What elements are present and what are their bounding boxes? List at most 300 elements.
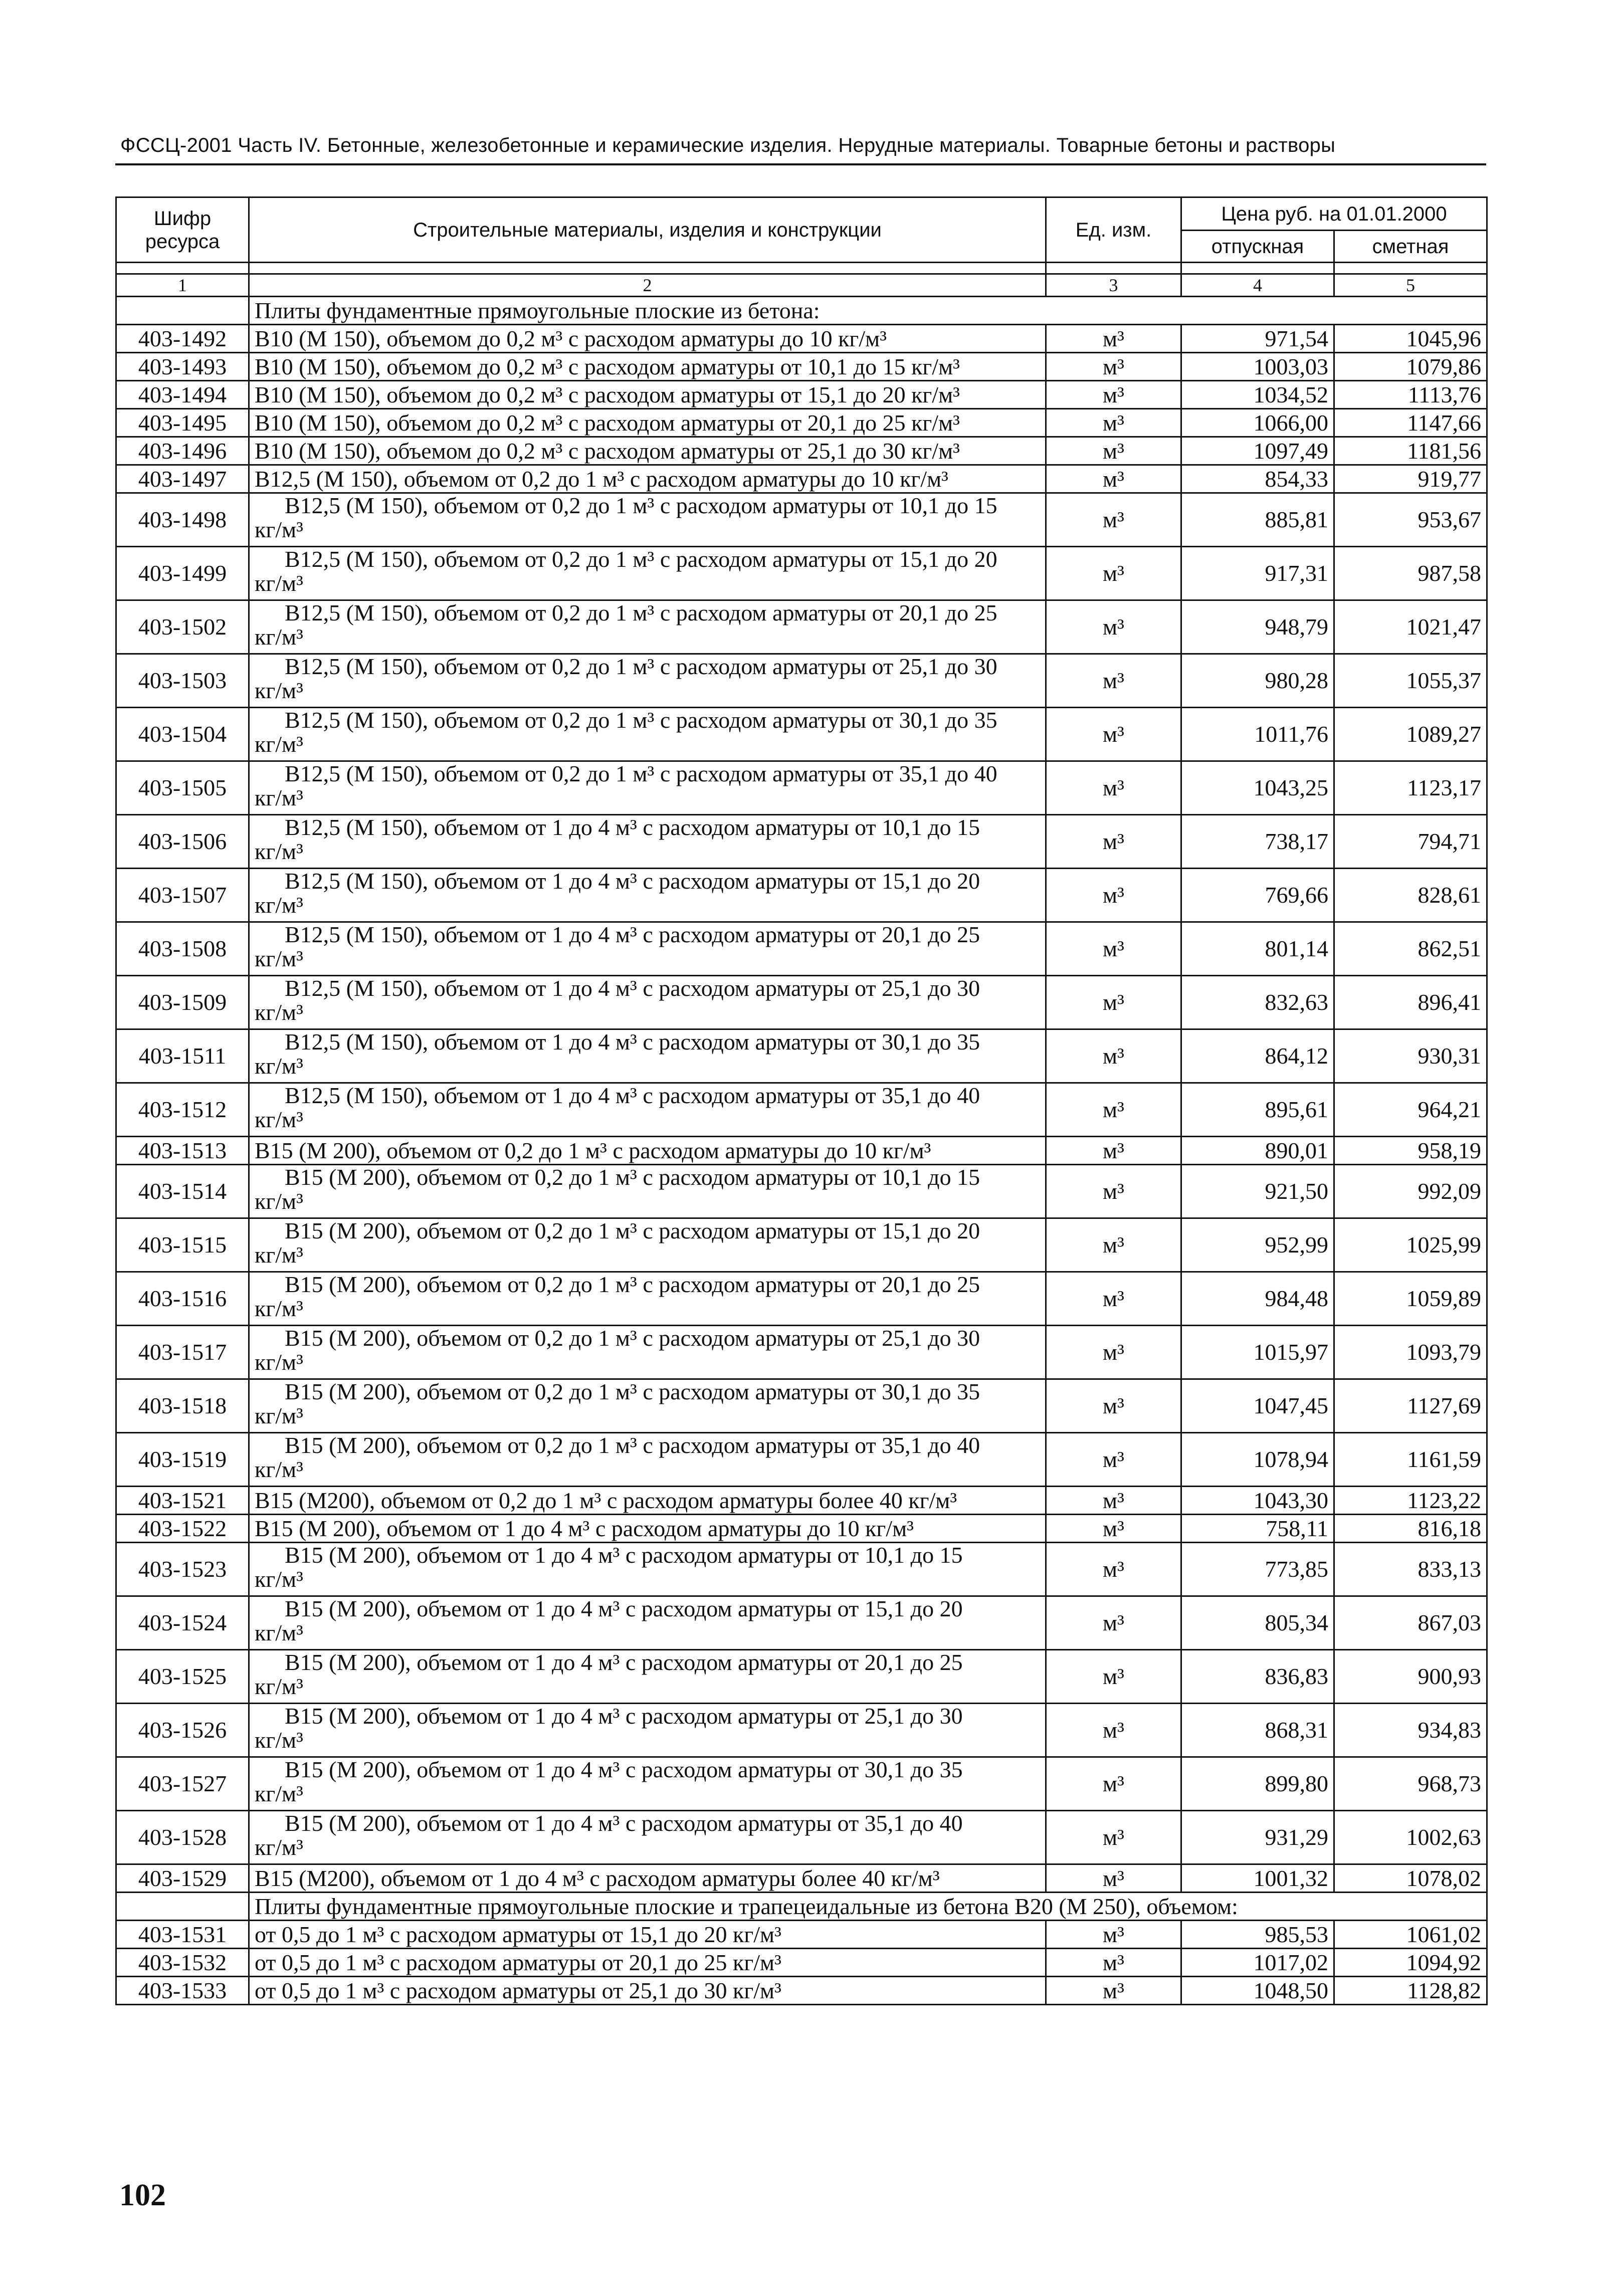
table-row	[116, 409, 1487, 437]
table-row	[116, 1949, 1487, 1977]
description-line: В15 (М200), объемом от 0,2 до 1 м³ с расходом арматуры более 40 кг/м³	[255, 1487, 957, 1513]
estimate-price: 1079,86	[1334, 353, 1487, 381]
estimate-price: 1094,92	[1334, 1949, 1487, 1977]
description-line: В15 (М 200), объемом от 1 до 4 м³ с расходом арматуры от 10,1 до 15	[285, 1542, 963, 1568]
resource-code: 403-1514	[116, 1165, 249, 1218]
table-row	[116, 1218, 1487, 1272]
item-description	[249, 1433, 1046, 1487]
header-unit: Ед. изм.	[1046, 197, 1181, 263]
table-row	[116, 1272, 1487, 1326]
item-description	[249, 353, 1046, 381]
estimate-price: 1147,66	[1334, 409, 1487, 437]
description-line: В15 (М 200), объемом от 1 до 4 м³ с расходом арматуры от 35,1 до 40	[285, 1810, 963, 1836]
description-line-unit: кг/м³	[255, 1403, 303, 1428]
description-line: В12,5 (М 150), объемом от 1 до 4 м³ с расходом арматуры от 20,1 до 25	[285, 922, 980, 947]
unit-cell: м³	[1046, 1596, 1181, 1650]
item-description	[249, 465, 1046, 493]
unit-cell: м³	[1046, 325, 1181, 353]
unit-cell: м³	[1046, 976, 1181, 1029]
release-price: 1003,03	[1181, 353, 1334, 381]
section-row	[116, 297, 1487, 325]
unit-cell: м³	[1046, 708, 1181, 761]
estimate-price: 968,73	[1334, 1757, 1487, 1811]
unit-cell: м³	[1046, 654, 1181, 708]
estimate-price: 987,58	[1334, 547, 1487, 600]
description-line: В15 (М 200), объемом от 0,2 до 1 м³ с расходом арматуры от 20,1 до 25	[285, 1272, 980, 1297]
item-description	[249, 1977, 1046, 2005]
unit-cell: м³	[1046, 381, 1181, 409]
description-line: В15 (М 200), объемом от 1 до 4 м³ с расходом арматуры от 30,1 до 35	[285, 1757, 963, 1782]
unit-cell: м³	[1046, 1165, 1181, 1218]
unit-cell: м³	[1046, 869, 1181, 922]
description-line: В10 (М 150), объемом до 0,2 м³ с расходом арматуры от 10,1 до 15 кг/м³	[255, 353, 960, 379]
estimate-price: 1055,37	[1334, 654, 1487, 708]
release-price: 921,50	[1181, 1165, 1334, 1218]
estimate-price: 1059,89	[1334, 1272, 1487, 1326]
unit-cell: м³	[1046, 1515, 1181, 1543]
table-row	[116, 1137, 1487, 1165]
estimate-price: 1093,79	[1334, 1326, 1487, 1379]
unit-cell: м³	[1046, 922, 1181, 976]
resource-code: 403-1495	[116, 409, 249, 437]
description-line: В10 (М 150), объемом до 0,2 м³ с расходом арматуры до 10 кг/м³	[255, 325, 887, 351]
description-line: от 0,5 до 1 м³ с расходом арматуры от 15,1 до 20 кг/м³	[255, 1921, 781, 1947]
estimate-price: 1078,02	[1334, 1864, 1487, 1893]
estimate-price: 1161,59	[1334, 1433, 1487, 1487]
description-line-unit: кг/м³	[255, 517, 303, 542]
estimate-price: 930,31	[1334, 1029, 1487, 1083]
unit-cell: м³	[1046, 1921, 1181, 1949]
table-row	[116, 1704, 1487, 1757]
release-price: 805,34	[1181, 1596, 1334, 1650]
item-description	[249, 761, 1046, 815]
item-description	[249, 493, 1046, 547]
table-row	[116, 654, 1487, 708]
item-description	[249, 1272, 1046, 1326]
item-description	[249, 815, 1046, 869]
table-row	[116, 1977, 1487, 2005]
item-description	[249, 1921, 1046, 1949]
estimate-price: 1127,69	[1334, 1379, 1487, 1433]
unit-cell: м³	[1046, 493, 1181, 547]
release-price: 1043,30	[1181, 1487, 1334, 1515]
table-row	[116, 761, 1487, 815]
description-line: В10 (М 150), объемом до 0,2 м³ с расходом арматуры от 25,1 до 30 кг/м³	[255, 438, 960, 464]
item-description	[249, 437, 1046, 465]
description-line-unit: кг/м³	[255, 624, 303, 650]
release-price: 738,17	[1181, 815, 1334, 869]
description-line-unit: кг/м³	[255, 1727, 303, 1753]
column-number: 4	[1181, 274, 1334, 297]
column-number-row	[116, 274, 1487, 297]
description-line: В15 (М 200), объемом от 0,2 до 1 м³ с расходом арматуры от 10,1 до 15	[285, 1164, 980, 1190]
estimate-price: 896,41	[1334, 976, 1487, 1029]
release-price: 864,12	[1181, 1029, 1334, 1083]
description-line-unit: кг/м³	[255, 1296, 303, 1321]
table-row	[116, 1650, 1487, 1704]
resource-code: 403-1513	[116, 1137, 249, 1165]
resource-code: 403-1528	[116, 1811, 249, 1864]
section-empty-cell	[116, 297, 249, 325]
description-line-unit: кг/м³	[255, 1620, 303, 1645]
section-heading: Плиты фундаментные прямоугольные плоские из бетона:	[249, 297, 1487, 325]
description-line-unit: кг/м³	[255, 1188, 303, 1214]
unit-cell: м³	[1046, 1650, 1181, 1704]
resource-code: 403-1519	[116, 1433, 249, 1487]
table-row	[116, 381, 1487, 409]
estimate-price: 1128,82	[1334, 1977, 1487, 2005]
unit-cell: м³	[1046, 815, 1181, 869]
description-line-unit: кг/м³	[255, 946, 303, 971]
unit-cell: м³	[1046, 1272, 1181, 1326]
item-description	[249, 1029, 1046, 1083]
unit-cell: м³	[1046, 1379, 1181, 1433]
table-row	[116, 1487, 1487, 1515]
release-price: 801,14	[1181, 922, 1334, 976]
description-line-unit: кг/м³	[255, 839, 303, 864]
estimate-price: 1123,17	[1334, 761, 1487, 815]
item-description	[249, 1543, 1046, 1596]
table-row	[116, 922, 1487, 976]
estimate-price: 953,67	[1334, 493, 1487, 547]
header-price-group: Цена руб. на 01.01.2000	[1181, 197, 1487, 231]
release-price: 769,66	[1181, 869, 1334, 922]
description-line: В15 (М 200), объемом от 0,2 до 1 м³ с расходом арматуры от 30,1 до 35	[285, 1379, 980, 1404]
column-number: 3	[1046, 274, 1181, 297]
resource-code: 403-1506	[116, 815, 249, 869]
description-line: В12,5 (М 150), объемом от 0,2 до 1 м³ с расходом арматуры от 20,1 до 25	[285, 600, 997, 625]
estimate-price: 1061,02	[1334, 1921, 1487, 1949]
resource-code: 403-1502	[116, 600, 249, 654]
resource-code: 403-1496	[116, 437, 249, 465]
page-number: 102	[119, 2178, 166, 2212]
table-row	[116, 1596, 1487, 1650]
header-row-1	[116, 197, 1487, 231]
description-line: В15 (М 200), объемом от 0,2 до 1 м³ с расходом арматуры от 15,1 до 20	[285, 1218, 980, 1243]
price-table	[115, 196, 1488, 2005]
resource-code: 403-1533	[116, 1977, 249, 2005]
table-row	[116, 815, 1487, 869]
resource-code: 403-1526	[116, 1704, 249, 1757]
item-description	[249, 1949, 1046, 1977]
resource-code: 403-1503	[116, 654, 249, 708]
estimate-price: 919,77	[1334, 465, 1487, 493]
item-description	[249, 1379, 1046, 1433]
section-heading: Плиты фундаментные прямоугольные плоские и трапецеидальные из бетона В20 (М 250), объемом:	[249, 1893, 1487, 1921]
item-description	[249, 600, 1046, 654]
estimate-price: 1113,76	[1334, 381, 1487, 409]
description-line: В15 (М 200), объемом от 0,2 до 1 м³ с расходом арматуры от 25,1 до 30	[285, 1325, 980, 1351]
item-description	[249, 1326, 1046, 1379]
release-price: 758,11	[1181, 1515, 1334, 1543]
header-release-price: отпускная	[1181, 231, 1334, 263]
description-line-unit: кг/м³	[255, 678, 303, 703]
description-line: В15 (М200), объемом от 1 до 4 м³ с расходом арматуры более 40 кг/м³	[255, 1865, 940, 1891]
unit-cell: м³	[1046, 1137, 1181, 1165]
description-line: В12,5 (М 150), объемом от 1 до 4 м³ с расходом арматуры от 35,1 до 40	[285, 1083, 980, 1108]
table-row	[116, 1433, 1487, 1487]
unit-cell: м³	[1046, 1326, 1181, 1379]
release-price: 899,80	[1181, 1757, 1334, 1811]
table-row	[116, 1811, 1487, 1864]
description-line: В15 (М 200), объемом от 0,2 до 1 м³ с расходом арматуры до 10 кг/м³	[255, 1137, 931, 1163]
unit-cell: м³	[1046, 409, 1181, 437]
resource-code: 403-1529	[116, 1864, 249, 1893]
release-price: 890,01	[1181, 1137, 1334, 1165]
description-line: В15 (М 200), объемом от 1 до 4 м³ с расходом арматуры от 25,1 до 30	[285, 1703, 963, 1729]
table-row	[116, 325, 1487, 353]
column-number: 1	[116, 274, 249, 297]
item-description	[249, 381, 1046, 409]
resource-code: 403-1493	[116, 353, 249, 381]
item-description	[249, 325, 1046, 353]
unit-cell: м³	[1046, 1083, 1181, 1137]
estimate-price: 1123,22	[1334, 1487, 1487, 1515]
resource-code: 403-1494	[116, 381, 249, 409]
release-price: 854,33	[1181, 465, 1334, 493]
estimate-price: 934,83	[1334, 1704, 1487, 1757]
release-price: 1011,76	[1181, 708, 1334, 761]
release-price: 1048,50	[1181, 1977, 1334, 2005]
resource-code: 403-1531	[116, 1921, 249, 1949]
header-name: Строительные материалы, изделия и конструкции	[249, 197, 1046, 263]
release-price: 1066,00	[1181, 409, 1334, 437]
release-price: 1043,25	[1181, 761, 1334, 815]
resource-code: 403-1511	[116, 1029, 249, 1083]
item-description	[249, 1811, 1046, 1864]
unit-cell: м³	[1046, 1949, 1181, 1977]
description-line: В15 (М 200), объемом от 1 до 4 м³ с расходом арматуры от 15,1 до 20	[285, 1596, 963, 1621]
resource-code: 403-1523	[116, 1543, 249, 1596]
item-description	[249, 547, 1046, 600]
item-description	[249, 1864, 1046, 1893]
item-description	[249, 1218, 1046, 1272]
resource-code: 403-1509	[116, 976, 249, 1029]
table-row	[116, 547, 1487, 600]
description-line-unit: кг/м³	[255, 892, 303, 918]
release-price: 917,31	[1181, 547, 1334, 600]
description-line: В12,5 (М 150), объемом от 0,2 до 1 м³ с расходом арматуры от 25,1 до 30	[285, 654, 997, 679]
resource-code: 403-1532	[116, 1949, 249, 1977]
item-description	[249, 409, 1046, 437]
estimate-price: 1025,99	[1334, 1218, 1487, 1272]
resource-code: 403-1512	[116, 1083, 249, 1137]
unit-cell: м³	[1046, 1487, 1181, 1515]
item-description	[249, 1650, 1046, 1704]
release-price: 885,81	[1181, 493, 1334, 547]
unit-cell: м³	[1046, 1864, 1181, 1893]
section-row	[116, 1893, 1487, 1921]
description-line-unit: кг/м³	[255, 731, 303, 757]
table-row	[116, 1921, 1487, 1949]
release-price: 952,99	[1181, 1218, 1334, 1272]
resource-code: 403-1517	[116, 1326, 249, 1379]
unit-cell: м³	[1046, 1433, 1181, 1487]
resource-code: 403-1516	[116, 1272, 249, 1326]
estimate-price: 828,61	[1334, 869, 1487, 922]
release-price: 1097,49	[1181, 437, 1334, 465]
item-description	[249, 1596, 1046, 1650]
estimate-price: 862,51	[1334, 922, 1487, 976]
release-price: 895,61	[1181, 1083, 1334, 1137]
table-row	[116, 1326, 1487, 1379]
table-row	[116, 1029, 1487, 1083]
column-number: 5	[1334, 274, 1487, 297]
release-price: 832,63	[1181, 976, 1334, 1029]
item-description	[249, 1165, 1046, 1218]
resource-code: 403-1504	[116, 708, 249, 761]
table-row	[116, 869, 1487, 922]
item-description	[249, 1487, 1046, 1515]
item-description	[249, 654, 1046, 708]
table-row	[116, 708, 1487, 761]
resource-code: 403-1518	[116, 1379, 249, 1433]
table-row	[116, 1757, 1487, 1811]
resource-code: 403-1505	[116, 761, 249, 815]
description-line: В12,5 (М 150), объемом от 0,2 до 1 м³ с расходом арматуры от 30,1 до 35	[285, 707, 997, 733]
unit-cell: м³	[1046, 1543, 1181, 1596]
table-row	[116, 493, 1487, 547]
description-line: от 0,5 до 1 м³ с расходом арматуры от 20,1 до 25 кг/м³	[255, 1949, 781, 1975]
release-price: 1017,02	[1181, 1949, 1334, 1977]
release-price: 1001,32	[1181, 1864, 1334, 1893]
description-line: В10 (М 150), объемом до 0,2 м³ с расходом арматуры от 20,1 до 25 кг/м³	[255, 409, 960, 436]
header-rule	[115, 163, 1486, 165]
table-row	[116, 976, 1487, 1029]
table-row	[116, 1165, 1487, 1218]
release-price: 971,54	[1181, 325, 1334, 353]
description-line-unit: кг/м³	[255, 1456, 303, 1482]
table-row	[116, 1864, 1487, 1893]
description-line-unit: кг/м³	[255, 1349, 303, 1375]
resource-code: 403-1497	[116, 465, 249, 493]
description-line: В12,5 (М 150), объемом от 1 до 4 м³ с расходом арматуры от 10,1 до 15	[285, 814, 980, 840]
description-line-unit: кг/м³	[255, 999, 303, 1025]
item-description	[249, 1704, 1046, 1757]
description-line-unit: кг/м³	[255, 1242, 303, 1268]
item-description	[249, 1515, 1046, 1543]
column-number: 2	[249, 274, 1046, 297]
table-row	[116, 600, 1487, 654]
description-line: В12,5 (М 150), объемом от 0,2 до 1 м³ с расходом арматуры от 10,1 до 15	[285, 493, 997, 518]
release-price: 985,53	[1181, 1921, 1334, 1949]
unit-cell: м³	[1046, 1811, 1181, 1864]
estimate-price: 964,21	[1334, 1083, 1487, 1137]
unit-cell: м³	[1046, 1218, 1181, 1272]
description-line: В12,5 (М 150), объемом от 1 до 4 м³ с расходом арматуры от 30,1 до 35	[285, 1029, 980, 1055]
estimate-price: 1089,27	[1334, 708, 1487, 761]
estimate-price: 1002,63	[1334, 1811, 1487, 1864]
release-price: 1047,45	[1181, 1379, 1334, 1433]
description-line-unit: кг/м³	[255, 1834, 303, 1860]
description-line: В15 (М 200), объемом от 1 до 4 м³ с расходом арматуры до 10 кг/м³	[255, 1515, 914, 1541]
resource-code: 403-1492	[116, 325, 249, 353]
table-row	[116, 353, 1487, 381]
resource-code: 403-1507	[116, 869, 249, 922]
release-price: 948,79	[1181, 600, 1334, 654]
item-description	[249, 922, 1046, 976]
release-price: 980,28	[1181, 654, 1334, 708]
unit-cell: м³	[1046, 1029, 1181, 1083]
header-estimate-price: сметная	[1334, 231, 1487, 263]
description-line: В12,5 (М 150), объемом от 1 до 4 м³ с расходом арматуры от 25,1 до 30	[285, 975, 980, 1001]
release-price: 836,83	[1181, 1650, 1334, 1704]
description-line-unit: кг/м³	[255, 1781, 303, 1806]
resource-code: 403-1515	[116, 1218, 249, 1272]
estimate-price: 1045,96	[1334, 325, 1487, 353]
release-price: 868,31	[1181, 1704, 1334, 1757]
resource-code: 403-1508	[116, 922, 249, 976]
release-price: 1015,97	[1181, 1326, 1334, 1379]
item-description	[249, 1137, 1046, 1165]
description-line: В15 (М 200), объемом от 1 до 4 м³ с расходом арматуры от 20,1 до 25	[285, 1649, 963, 1675]
resource-code: 403-1521	[116, 1487, 249, 1515]
table-row	[116, 1515, 1487, 1543]
description-line: от 0,5 до 1 м³ с расходом арматуры от 25,1 до 30 кг/м³	[255, 1977, 781, 2003]
resource-code: 403-1527	[116, 1757, 249, 1811]
release-price: 931,29	[1181, 1811, 1334, 1864]
description-line: В12,5 (М 150), объемом от 0,2 до 1 м³ с расходом арматуры до 10 кг/м³	[255, 466, 948, 492]
resource-code: 403-1498	[116, 493, 249, 547]
running-header: ФССЦ-2001 Часть IV. Бетонные, железобетонные и керамические изделия. Нерудные материалы. Товарные бетоны и растворы	[120, 134, 1336, 156]
description-line: В12,5 (М 150), объемом от 1 до 4 м³ с расходом арматуры от 15,1 до 20	[285, 868, 980, 894]
item-description	[249, 1757, 1046, 1811]
table-row	[116, 1543, 1487, 1596]
description-line-unit: кг/м³	[255, 1674, 303, 1699]
table-row	[116, 1379, 1487, 1433]
unit-cell: м³	[1046, 761, 1181, 815]
estimate-price: 794,71	[1334, 815, 1487, 869]
estimate-price: 1021,47	[1334, 600, 1487, 654]
description-line-unit: кг/м³	[255, 1107, 303, 1132]
header-gap	[116, 263, 1487, 274]
description-line: В12,5 (М 150), объемом от 0,2 до 1 м³ с расходом арматуры от 35,1 до 40	[285, 761, 997, 786]
resource-code: 403-1499	[116, 547, 249, 600]
unit-cell: м³	[1046, 465, 1181, 493]
item-description	[249, 976, 1046, 1029]
estimate-price: 816,18	[1334, 1515, 1487, 1543]
table-row	[116, 1083, 1487, 1137]
unit-cell: м³	[1046, 600, 1181, 654]
estimate-price: 992,09	[1334, 1165, 1487, 1218]
unit-cell: м³	[1046, 437, 1181, 465]
unit-cell: м³	[1046, 547, 1181, 600]
estimate-price: 900,93	[1334, 1650, 1487, 1704]
section-empty-cell	[116, 1893, 249, 1921]
item-description	[249, 708, 1046, 761]
table-row	[116, 465, 1487, 493]
unit-cell: м³	[1046, 1757, 1181, 1811]
description-line: В15 (М 200), объемом от 0,2 до 1 м³ с расходом арматуры от 35,1 до 40	[285, 1432, 980, 1458]
description-line: В10 (М 150), объемом до 0,2 м³ с расходом арматуры от 15,1 до 20 кг/м³	[255, 381, 960, 407]
release-price: 773,85	[1181, 1543, 1334, 1596]
description-line-unit: кг/м³	[255, 1053, 303, 1079]
resource-code: 403-1525	[116, 1650, 249, 1704]
header-code: Шифр ресурса	[116, 197, 249, 263]
unit-cell: м³	[1046, 1977, 1181, 2005]
release-price: 984,48	[1181, 1272, 1334, 1326]
estimate-price: 833,13	[1334, 1543, 1487, 1596]
item-description	[249, 1083, 1046, 1137]
release-price: 1078,94	[1181, 1433, 1334, 1487]
description-line-unit: кг/м³	[255, 570, 303, 596]
description-line-unit: кг/м³	[255, 1566, 303, 1592]
resource-code: 403-1522	[116, 1515, 249, 1543]
estimate-price: 958,19	[1334, 1137, 1487, 1165]
description-line: В12,5 (М 150), объемом от 0,2 до 1 м³ с расходом арматуры от 15,1 до 20	[285, 546, 997, 572]
description-line-unit: кг/м³	[255, 785, 303, 810]
estimate-price: 1181,56	[1334, 437, 1487, 465]
